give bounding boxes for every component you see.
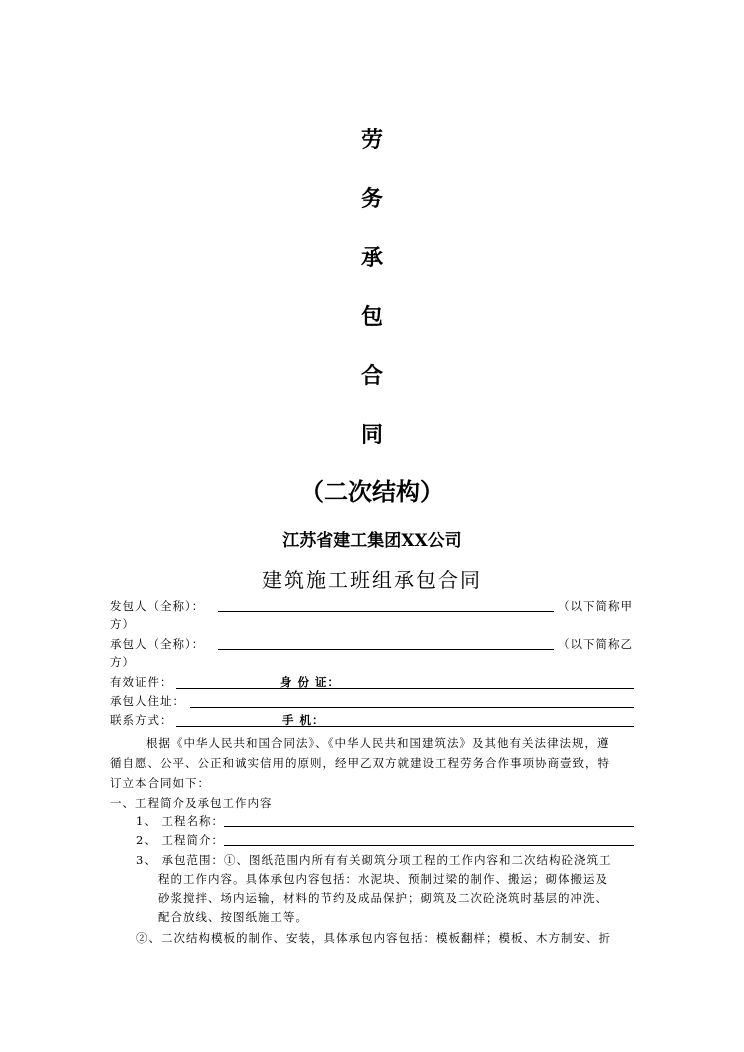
contact-label: 联系方式：: [110, 713, 173, 727]
item3-line-4: 配合放线、按图纸施工等。: [158, 910, 308, 924]
title-char-2: 务: [360, 186, 383, 212]
title-char-6: 同: [360, 422, 383, 448]
item2-label: 2、 工程简介：: [136, 833, 224, 847]
party-b-label: 承包人（全称）：: [110, 637, 205, 651]
title-char-3: 承: [360, 245, 383, 271]
contract-name: 建筑施工班组承包合同: [262, 568, 482, 592]
item1-blank: [224, 826, 634, 827]
address-label: 承包人住址：: [110, 694, 185, 708]
party-b-suffix: （以下简称乙: [558, 637, 633, 651]
party-a-suffix: （以下简称甲: [558, 599, 633, 613]
id-label: 身 份 证：: [280, 675, 341, 689]
item3-line-2: 程的工作内容。具体承包内容包括：水泥块、预制过梁的制作、搬运；砌体搬运及: [158, 872, 608, 886]
party-a-blank: [218, 611, 554, 612]
preamble-line-3: 订立本合同如下：: [110, 776, 210, 790]
section1-heading: 一、工程简介及承包工作内容: [110, 796, 273, 810]
company-name: 江苏省建工集团XX公司: [282, 531, 462, 551]
cert-label: 有效证件：: [110, 675, 173, 689]
item1-label: 1、 工程名称：: [136, 814, 224, 828]
title-char-4: 包: [360, 304, 383, 330]
item3-part2: ②、二次结构模板的制作、安装，具体承包内容包括：模板翻样；模板、木方制安、折: [136, 931, 611, 945]
party-a-cont: 方）: [110, 617, 135, 631]
subtitle: （二次结构）: [300, 477, 444, 506]
party-a-label: 发包人（全称）：: [110, 599, 205, 613]
party-b-cont: 方）: [110, 655, 135, 669]
item3-line-1: 3、 承包范围：①、图纸范围内所有有关砌筑分项工程的工作内容和二次结构砼浇筑工: [136, 853, 612, 867]
title-char-1: 劳: [360, 127, 383, 153]
title-char-5: 合: [360, 363, 383, 389]
item3-line-3: 砂浆搅拌、场内运输，材料的节约及成品保护；砌筑及二次砼浇筑时基层的冲洗、: [158, 891, 608, 905]
party-b-blank: [218, 649, 554, 650]
item2-blank: [224, 845, 634, 846]
preamble-line-1: 根据《中华人民共和国合同法》、《中华人民共和国建筑法》及其他有关法律法规，遵: [146, 736, 610, 750]
mobile-label: 手 机：: [282, 713, 325, 727]
contact-blank: [176, 726, 634, 727]
preamble-line-2: 循自愿、公平、公正和诚实信用的原则，经甲乙双方就建设工程劳务合作事项协商壹致，特: [110, 756, 610, 770]
address-blank: [190, 707, 634, 708]
cert-blank: [176, 688, 634, 689]
